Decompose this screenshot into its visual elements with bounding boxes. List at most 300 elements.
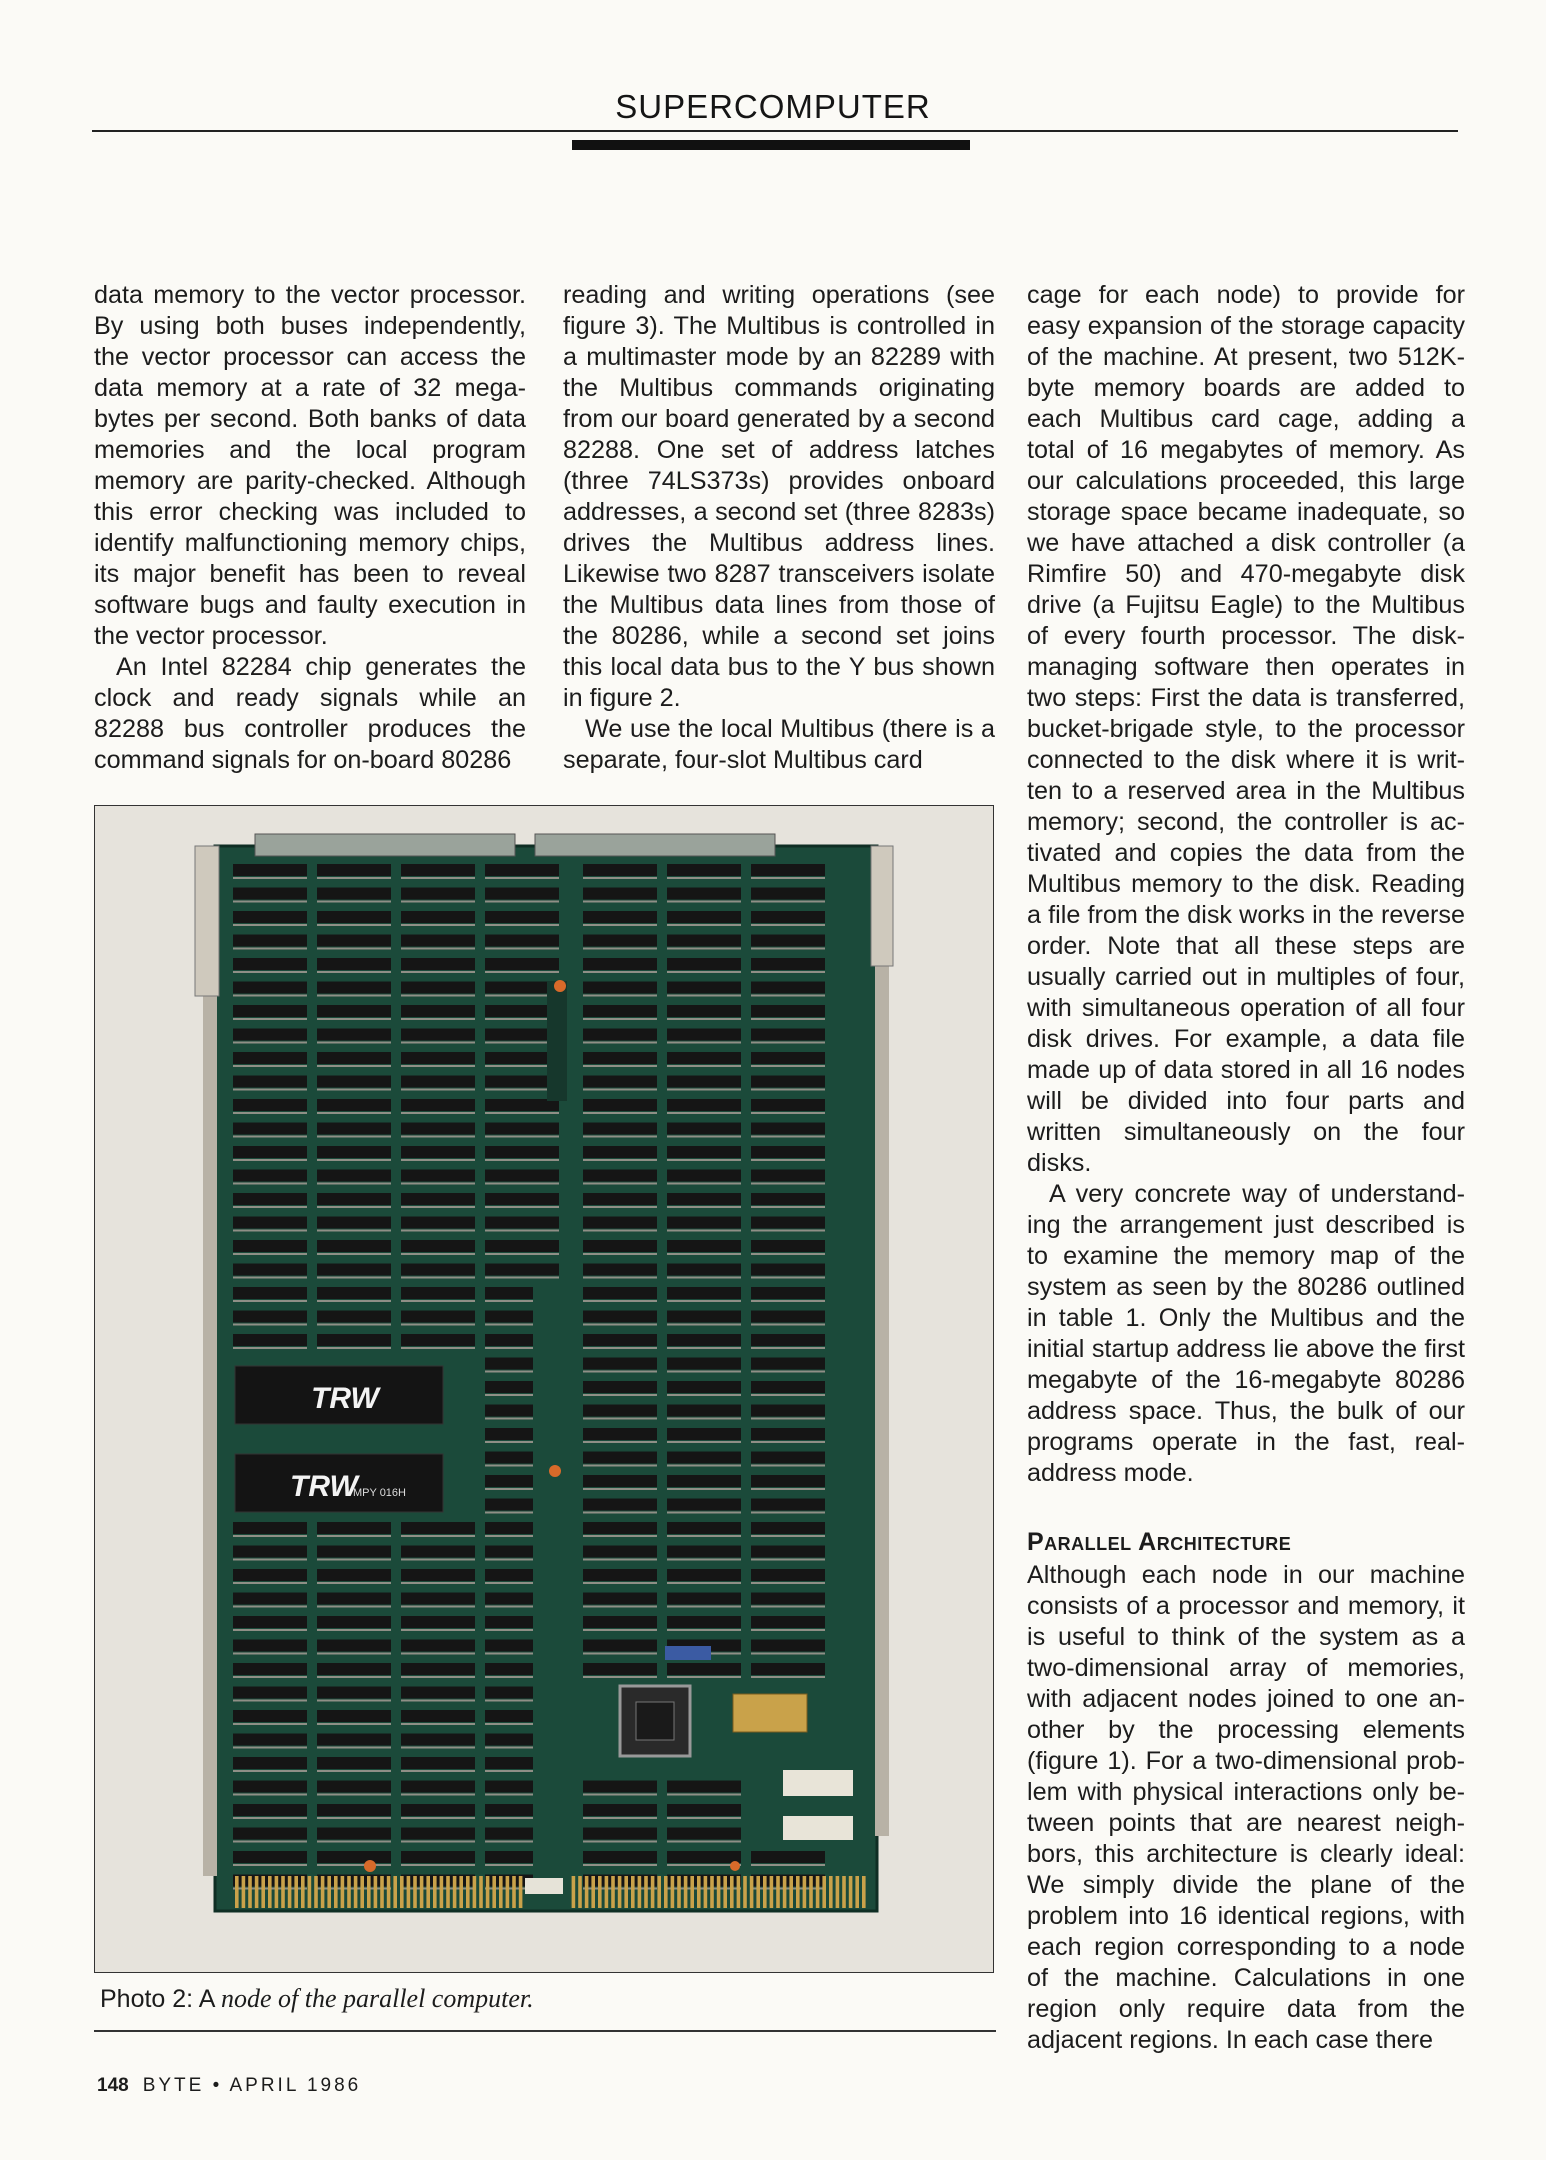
ic-pins [401,1864,475,1866]
ic-pins [485,1700,533,1702]
ic-pins [667,971,741,973]
ic-pins [751,1653,825,1655]
ic-chip [401,1687,475,1699]
edge-finger [677,1876,681,1908]
ic-pins [485,948,559,950]
ic-chip [401,982,475,994]
ic-pins [667,1441,741,1443]
ic-chip [317,1287,391,1299]
ic-chip [317,1569,391,1581]
ic-chip [583,888,657,900]
ic-chip [233,1170,307,1182]
ic-pins [401,1794,475,1796]
page-number: 148 [97,2075,129,2096]
ic-pins [485,1723,533,1725]
caption-label: Photo 2: A [100,1985,214,2013]
ic-pins [667,877,741,879]
ic-chip [751,1005,825,1017]
ic-chip [751,1217,825,1229]
ic-pins [485,1559,533,1561]
ic-chip [583,1851,657,1863]
ic-chip [667,1005,741,1017]
ic-chip [317,982,391,994]
ic-chip [233,1593,307,1605]
edge-finger [743,1876,747,1908]
ic-pins [233,1230,307,1232]
ic-chip [401,1875,475,1887]
edge-finger [704,1876,708,1908]
ic-pins [401,1535,475,1537]
ic-pins [485,1159,559,1161]
ic-chip [583,1522,657,1534]
ic-pins [233,1653,307,1655]
ic-pins [583,971,657,973]
ic-chip [485,935,559,947]
ic-chip [485,1757,533,1769]
ic-pins [401,1089,475,1091]
ic-pins [233,1183,307,1185]
ic-chip [233,1781,307,1793]
ic-chip [751,888,825,900]
photo-caption [100,1984,534,2014]
ic-pins [485,1253,559,1255]
ic-chip [401,1522,475,1534]
ic-pins [583,1347,657,1349]
paragraph: We use the local Multibus (there is a separate, four-slot Multibus card [563,715,995,774]
edge-finger [473,1876,477,1908]
ic-pins [317,1770,391,1772]
ic-pins [401,1676,475,1678]
edge-finger [697,1876,701,1908]
ic-pins [317,971,391,973]
edge-finger [242,1876,246,1908]
ic-pins [401,1347,475,1349]
edge-finger [321,1876,325,1908]
ic-pins [233,971,307,973]
ic-chip [667,958,741,970]
ic-pins [485,877,559,879]
ic-chip [233,911,307,923]
ic-pins [667,1065,741,1067]
ic-chip [485,1123,559,1135]
ic-pins [485,1418,533,1420]
ic-pins [583,1512,657,1514]
column-2 [563,280,995,776]
ic-pins [233,1089,307,1091]
ic-pins [667,1136,741,1138]
ic-pins [667,1159,741,1161]
ic-chip [667,1146,741,1158]
edge-finger [618,1876,622,1908]
ic-chip [485,1475,533,1487]
ic-chip [667,1123,741,1135]
ic-pins [233,1277,307,1279]
ic-pins [583,1018,657,1020]
ic-chip [401,1123,475,1135]
ic-chip [317,1264,391,1276]
ic-pins [485,1371,533,1373]
ic-chip [583,1240,657,1252]
ic-pins [583,1089,657,1091]
edge-finger [862,1876,866,1908]
ic-chip [583,1452,657,1464]
ic-chip [317,1240,391,1252]
ic-chip [751,1405,825,1417]
ic-pins [317,1230,391,1232]
ic-chip [233,958,307,970]
ic-pins [485,1864,533,1866]
ic-pins [317,1112,391,1114]
ic-chip [317,1076,391,1088]
ic-pins [233,1864,307,1866]
ic-pins [233,1582,307,1584]
ic-chip [233,1217,307,1229]
ic-chip [233,888,307,900]
edge-finger [446,1876,450,1908]
ic-chip [233,935,307,947]
ic-chip [667,1475,741,1487]
ic-pins [485,1747,533,1749]
ic-chip [751,1358,825,1370]
ic-chip [583,1640,657,1652]
ic-chip [583,1828,657,1840]
ic-pins [401,877,475,879]
ic-pins [233,1324,307,1326]
ic-chip [751,1287,825,1299]
edge-finger [288,1876,292,1908]
ic-pins [583,901,657,903]
ic-chip [583,1428,657,1440]
edge-finger [651,1876,655,1908]
ic-pins [751,1347,825,1349]
ic-chip [401,1781,475,1793]
ic-pins [583,1676,657,1678]
ic-pins [667,995,741,997]
edge-finger [664,1876,668,1908]
edge-finger [803,1876,807,1908]
ic-pins [583,1582,657,1584]
edge-finger [327,1876,331,1908]
edge-finger [842,1876,846,1908]
ic-chip [667,1170,741,1182]
edge-finger [657,1876,661,1908]
ic-chip [751,1146,825,1158]
ic-chip [751,1428,825,1440]
ic-chip [233,1804,307,1816]
ic-pins [751,1183,825,1185]
trw-chip-label-bottom: TRW [290,1470,358,1503]
section-title: SUPERCOMPUTER [615,88,931,125]
edge-finger [248,1876,252,1908]
ic-pins [583,1841,657,1843]
ic-pins [667,1794,741,1796]
ic-chip [751,1663,825,1675]
edge-finger [611,1876,615,1908]
ic-chip [751,1311,825,1323]
ic-chip [401,1193,475,1205]
ic-chip [583,1381,657,1393]
ic-pins [667,1253,741,1255]
ic-pins [751,1864,825,1866]
ic-pins [751,901,825,903]
ic-chip [233,1828,307,1840]
ic-pins [485,1817,533,1819]
edge-finger [849,1876,853,1908]
edge-finger [393,1876,397,1908]
ic-chip [667,1076,741,1088]
ic-chip [751,1123,825,1135]
ic-chip [751,1193,825,1205]
ic-chip [485,1428,533,1440]
ic-chip [317,1311,391,1323]
ic-chip [583,1546,657,1558]
ic-pins [667,1112,741,1114]
ic-chip [485,1452,533,1464]
ic-chip [583,935,657,947]
ic-chip [485,1193,559,1205]
ic-pins [667,1230,741,1232]
ic-chip [401,1569,475,1581]
ic-pins [317,1841,391,1843]
ic-chip [485,958,559,970]
ic-chip [751,935,825,947]
edge-finger [308,1876,312,1908]
edge-finger [499,1876,503,1908]
ic-chip [485,1217,559,1229]
ic-chip [317,1146,391,1158]
ic-chip [667,1428,741,1440]
ic-chip [233,1146,307,1158]
ic-pins [485,1465,533,1467]
ic-chip [317,1687,391,1699]
ic-chip [583,1334,657,1346]
ic-pins [751,1676,825,1678]
ic-pins [401,1112,475,1114]
ic-pins [667,1418,741,1420]
ic-pins [401,995,475,997]
ic-chip [751,1170,825,1182]
section-heading: Parallel Architecture [1027,1528,1292,1556]
paragraph: reading and writing operations (see figure 3). The Multibus is controlled in a multimaster mode by an 82289 with the Multibus commands originating from our board generated by a second 82288. One set of address latches (three 74LS373s) provides onboard addresses, a second set (three 8283s) drives the Multibus address lines. Likewise two 8287 transceivers isolate the Multibus data lines from those of the 80286, while a second set joins this local data bus to the Y bus shown in figure 2. [563,281,995,712]
ic-pins [233,877,307,879]
ic-pins [667,1559,741,1561]
ic-pins [233,1700,307,1702]
ic-chip [751,1522,825,1534]
ic-chip [485,1358,533,1370]
ic-chip [485,1640,533,1652]
ic-chip [317,1193,391,1205]
ic-pins [485,1629,533,1631]
ic-pins [401,1629,475,1631]
ic-chip [667,935,741,947]
ic-pins [485,1441,533,1443]
ic-pins [751,1089,825,1091]
ic-pins [751,995,825,997]
edge-finger [407,1876,411,1908]
ic-pins [751,1277,825,1279]
ic-chip [401,864,475,876]
edge-finger [671,1876,675,1908]
edge-finger [809,1876,813,1908]
ic-chip [667,911,741,923]
header-bar [572,140,970,150]
ic-pins [233,1535,307,1537]
ic-chip [401,1710,475,1722]
ic-pins [485,1324,533,1326]
ic-chip [233,1076,307,1088]
ic-pins [401,924,475,926]
ic-chip [317,1334,391,1346]
ic-pins [401,1653,475,1655]
ic-chip [317,1123,391,1135]
edge-finger [572,1876,576,1908]
header-rule [92,130,1458,132]
edge-finger [294,1876,298,1908]
ic-chip [667,1499,741,1511]
ic-pins [317,1535,391,1537]
ic-pins [485,1535,533,1537]
ic-pins [485,1606,533,1608]
ic-chip [401,958,475,970]
page-footer [97,2075,361,2097]
ic-chip [667,1052,741,1064]
ic-pins [485,1112,559,1114]
edge-finger [433,1876,437,1908]
ic-pins [751,1418,825,1420]
ic-pins [401,1230,475,1232]
ic-chip [233,1616,307,1628]
column-3 [1027,280,1465,2056]
ic-chip [485,1334,533,1346]
ic-pins [317,948,391,950]
ic-pins [485,1183,559,1185]
ic-chip [233,1687,307,1699]
ic-pins [583,1230,657,1232]
ic-chip [485,1170,559,1182]
ic-chip [485,1240,559,1252]
ic-pins [751,1488,825,1490]
edge-finger [822,1876,826,1908]
ic-pins [667,1018,741,1020]
ic-chip [485,1522,533,1534]
ic-chip [485,1828,533,1840]
edge-finger [624,1876,628,1908]
ic-chip [317,911,391,923]
ic-pins [401,1277,475,1279]
edge-finger [420,1876,424,1908]
ic-pins [233,1253,307,1255]
edge-finger [598,1876,602,1908]
ic-pins [667,924,741,926]
ic-pins [401,1888,475,1890]
ic-pins [233,1747,307,1749]
ic-pins [485,1277,559,1279]
ic-chip [401,1593,475,1605]
ic-pins [485,901,559,903]
ic-pins [317,1794,391,1796]
ic-chip [401,1546,475,1558]
ic-chip [485,1264,559,1276]
edge-finger [301,1876,305,1908]
ic-chip [401,1757,475,1769]
ic-pins [583,1394,657,1396]
edge-finger [512,1876,516,1908]
ic-pins [401,971,475,973]
edge-finger [479,1876,483,1908]
ic-chip [485,1851,533,1863]
ic-chip [583,864,657,876]
paragraph: data memory to the vector processor. By using both buses independently, the vector processor can access the data memory at a rate of 32 megabytes per second. Both banks of data memories and the local program memory are parity-checked. Although this error checking was included to identify malfunctioning memory chips, its major benefit has been to reveal software bugs and faulty execution in the vector processor. [94,281,526,650]
edge-finger [578,1876,582,1908]
ic-pins [583,924,657,926]
ic-chip [667,1452,741,1464]
ic-pins [583,1159,657,1161]
ic-chip [583,1311,657,1323]
edge-finger [268,1876,272,1908]
ic-pins [401,1700,475,1702]
edge-finger [723,1876,727,1908]
ic-pins [233,1794,307,1796]
ic-pins [317,1324,391,1326]
ic-pins [317,1700,391,1702]
ic-pins [751,1300,825,1302]
ic-pins [485,1230,559,1232]
ic-chip [317,1099,391,1111]
ic-chip [317,958,391,970]
ic-chip [485,1569,533,1581]
ic-chip [401,1264,475,1276]
ic-chip [401,1170,475,1182]
ic-chip [485,1311,533,1323]
ic-pins [401,1042,475,1044]
caption-rule [94,2030,996,2032]
ic-pins [317,877,391,879]
ic-pins [317,1042,391,1044]
edge-finger [380,1876,384,1908]
ic-pins [583,1418,657,1420]
ic-pins [317,1159,391,1161]
ic-chip [667,1781,741,1793]
ic-chip [751,1452,825,1464]
ic-chip [233,1099,307,1111]
ic-pins [233,1723,307,1725]
ic-pins [667,1841,741,1843]
ic-chip [583,1781,657,1793]
paragraph: cage for each node) to provide for easy expansion of the storage capacity of the machine. At present, two 512K-byte memory boards are added to each Multibus card cage, adding a total of 16 megabytes of memory. As our calculations proceeded, this large storage space became inadequate, so we have attached a disk controller (a Rimfire 50) and 470-megabyte disk drive (a Fujitsu Eagle) to the Multibus of every fourth processor. The disk-managing software then operates in two steps: First the data is transferred, bucket-brigade style, to the processor connected to the disk where it is written to a reserved area in the Multibus memory; second, the controller is activated and copies the data from the Multibus memory to the disk. Reading a file from the disk works in the reverse order. Note that all these steps are usually carried out in multiples of four, with simultaneous operation of all four disk drives. For example, a data file made up of data stored in all 16 nodes will be divided into four parts and written simultaneously on the four disks. [1027,281,1465,1177]
ic-chip [667,1193,741,1205]
ic-chip [317,1804,391,1816]
ic-chip [317,864,391,876]
ic-pins [485,1676,533,1678]
ic-pins [583,948,657,950]
ic-chip [667,1217,741,1229]
ic-pins [233,948,307,950]
ic-pins [667,1629,741,1631]
ic-pins [233,1042,307,1044]
trw-chip-label-top: TRW [311,1382,379,1415]
edge-finger [235,1876,239,1908]
edge-finger [426,1876,430,1908]
ic-chip [583,1099,657,1111]
ic-chip [233,1640,307,1652]
edge-finger [855,1876,859,1908]
ic-pins [317,924,391,926]
ic-chip [233,1193,307,1205]
ic-pins [583,1324,657,1326]
ic-chip [317,1170,391,1182]
ic-pins [583,1465,657,1467]
ic-pins [751,1324,825,1326]
